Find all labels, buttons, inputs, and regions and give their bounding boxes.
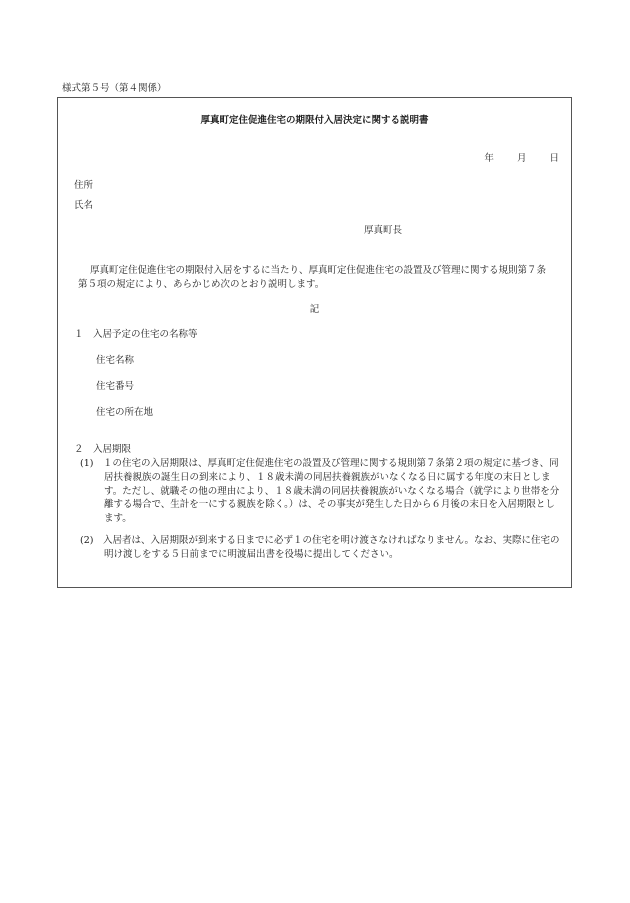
- date-day-label: 日: [549, 153, 559, 164]
- document-title: 厚真町定住促進住宅の期限付入居決定に関する説明書: [200, 115, 429, 126]
- ki-heading: 記: [309, 304, 320, 315]
- address-label: 住所: [74, 180, 94, 191]
- section1-heading: １ 入居予定の住宅の名称等: [74, 329, 198, 340]
- form-number: 様式第５号（第４関係）: [62, 83, 167, 94]
- date-year-label: 年: [484, 153, 494, 164]
- date-line: [464, 152, 559, 166]
- section2-paragraph-1: [80, 457, 560, 526]
- residence-location-label: 住宅の所在地: [96, 407, 154, 418]
- mayor-signature: 厚真町長: [364, 225, 403, 236]
- name-label: 氏名: [74, 200, 94, 211]
- section2-paragraph-2-text: (2) 入居者は、入居期限が到来する日までに必ず１の住宅を明け渡さなければなりません。なお、実際に住宅の明け渡しをする５日前までに明渡届出書を役場に提出してください。: [80, 535, 560, 560]
- intro-paragraph: 厚真町定住促進住宅の期限付入居をするに当たり、厚真町定住促進住宅の設置及び管理に関する規則第７条第５項の規定により、あらかじめ次のとおり説明します。: [78, 265, 547, 290]
- section2-heading: ２ 入居期限: [74, 444, 132, 455]
- residence-number-label: 住宅番号: [96, 381, 135, 392]
- document-frame: [57, 97, 572, 588]
- date-month-label: 月: [516, 153, 527, 164]
- section2-paragraph-2: [80, 534, 560, 562]
- section2-paragraph-1-text: (1) １の住宅の入居期限は、厚真町定住促進住宅の設置及び管理に関する規則第７条第２項の規定に基づき、同居扶養親族の誕生日の到来により、１８歳未満の同居扶養親族がいなくなる日に属する年度の末日とします。ただし、就職その他の理由により、１８歳未満の同居扶養親族がいなくなる場合（就学により世帯を分離する場合で、生計を一にする親族を除く。）は、その事実が発生した日から６月後の末日を入居期限とします。: [80, 458, 560, 525]
- residence-name-label: 住宅名称: [96, 355, 135, 366]
